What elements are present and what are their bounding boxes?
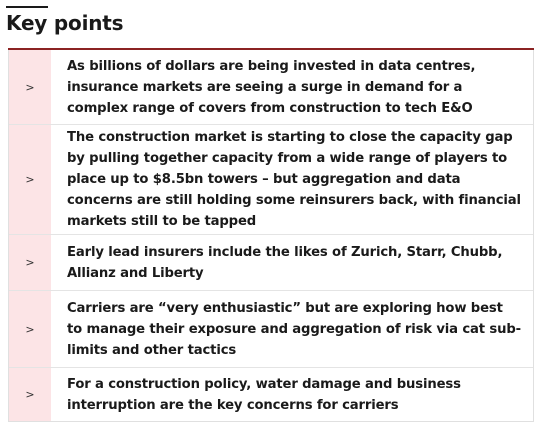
key-point-text: As billions of dollars are being invested in data centres, insurance markets are seeing a surge in demand for a complex range of covers from construction to tech E&O	[67, 58, 476, 116]
marker-cell	[9, 125, 51, 234]
chevron-right-icon: >	[25, 80, 35, 94]
chevron-right-icon: >	[25, 322, 35, 336]
key-point-text: For a construction policy, water damage and business interruption are the key concerns for carriers	[67, 376, 461, 413]
key-point-text: Early lead insurers include the likes of Zurich, Starr, Chubb, Allianz and Liberty	[67, 244, 503, 281]
marker-cell	[9, 50, 51, 124]
key-point-item	[9, 50, 533, 125]
chevron-right-icon: >	[25, 256, 35, 269]
marker-cell	[9, 291, 51, 367]
key-point-item	[9, 235, 533, 291]
chevron-right-icon: >	[25, 388, 35, 401]
marker-cell	[9, 235, 51, 290]
key-point-item	[9, 125, 533, 235]
section-title: Key points	[6, 11, 124, 35]
key-point-item	[9, 291, 533, 368]
key-points-list	[8, 50, 534, 422]
key-point-item	[9, 368, 533, 421]
key-point-text: Carriers are “very enthusiastic” but are exploring how best to manage their exposure and aggregation of risk via cat sub-limits and other tactics	[67, 300, 521, 358]
header-top-rule	[6, 6, 48, 8]
key-point-text: The construction market is starting to close the capacity gap by pulling together capacity from a wide range of players to place up to $8.5bn towers – but aggregation and data concerns are still holding some reinsurers back, with financial markets still to be tapped	[67, 130, 521, 229]
marker-cell	[9, 368, 51, 421]
chevron-right-icon: >	[25, 173, 35, 186]
